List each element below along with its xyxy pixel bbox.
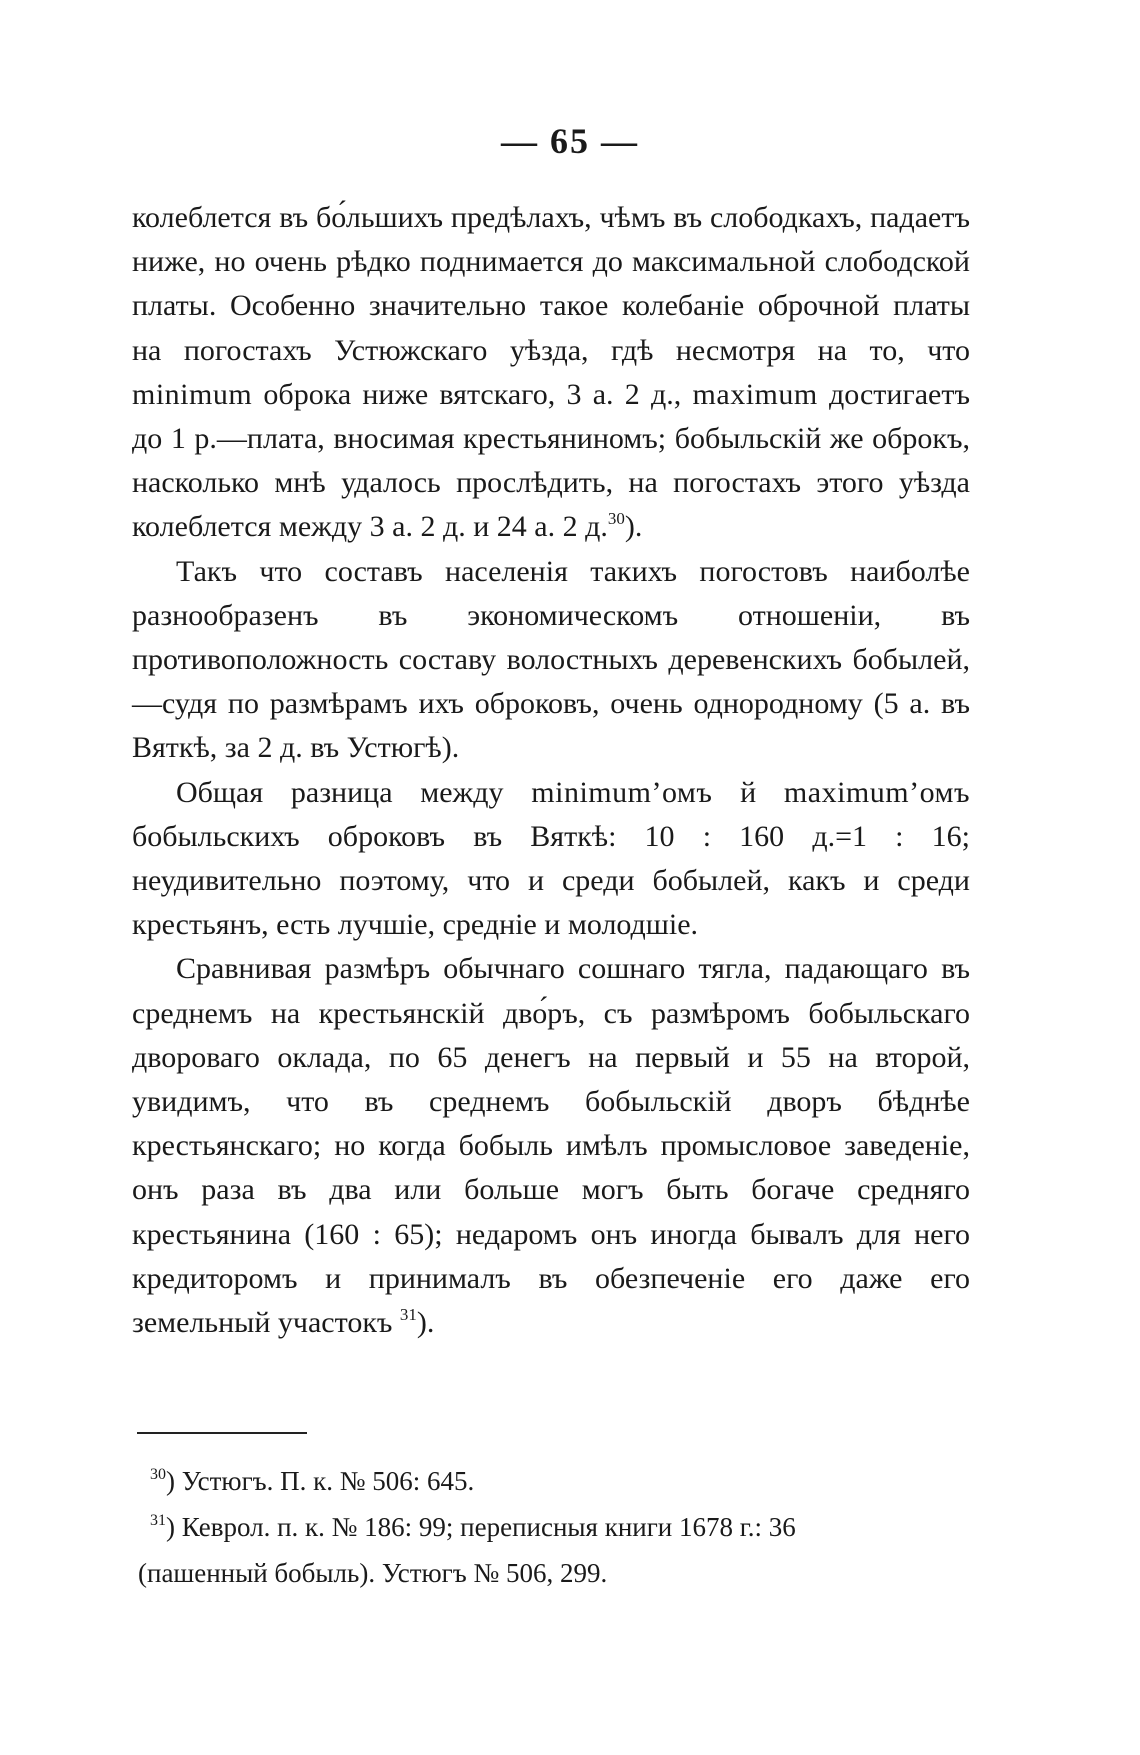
text-run: й	[712, 775, 784, 809]
latin-term: maximum	[692, 377, 818, 411]
text-run: колеблется въ бо́льшихъ предѣлахъ, чѣмъ въ слободкахъ, падаетъ ниже, но очень рѣдко поднимается до максимальной слободской платы. Особенно значительно такое колебаніе оброчной платы на погостахъ Устюжскаго уѣзда, гдѣ несмотря на то, что	[132, 201, 970, 367]
text-run: достигаетъ до 1 р.—плата, вносимая крестьяниномъ; бобыльскій же оброкъ, насколько мнѣ удалось прослѣдить, на погостахъ этого уѣзда колеблется между 3 а. 2 д. и 24 а. 2 д.	[132, 377, 970, 544]
text-run: Общая разница между	[176, 775, 532, 809]
text-run: бобыльскихъ оброковъ въ Вяткѣ: 10 : 160 д.=1 : 16; неудивительно поэтому, что и среди бобылей, какъ и среди крестьянъ, есть лучшіе, средніе и молодшіе.	[132, 819, 970, 942]
paragraph-1	[132, 196, 970, 550]
footnote-reference: 31	[399, 1305, 417, 1325]
footnote-31	[150, 1504, 970, 1550]
footnotes	[138, 1458, 970, 1596]
footnote-30	[150, 1458, 970, 1504]
latin-term: minimum	[132, 377, 253, 411]
footnote-reference: 30	[607, 509, 625, 529]
text-run: оброка ниже вятскаго, 3 а. 2 д.,	[252, 377, 693, 411]
latin-term: maximum’омъ	[783, 775, 970, 809]
footnote-separator	[137, 1432, 307, 1434]
text-run: ).	[624, 510, 643, 544]
footnote-marker: 31	[150, 1512, 166, 1529]
footnote-marker: 30	[150, 1466, 166, 1483]
paragraph-2	[132, 550, 970, 771]
text-run: ).	[416, 1306, 435, 1340]
paragraph-3	[132, 771, 970, 948]
page-number: — 65 —	[501, 121, 639, 161]
footnote-31-continuation: (пашенный бобыль). Устюгъ № 506, 299.	[138, 1558, 608, 1588]
text-run: Сравнивая размѣръ обычнаго сошнаго тягла, падающаго въ среднемъ на крестьянскій дво́ръ, съ размѣромъ бобыльскаго двороваго оклада, по 65 денегъ на первый и 55 на второй, увидимъ, что въ среднемъ бобыльскій дворъ бѣднѣе крестьянскаго; но когда бобыль имѣлъ промысловое заведеніе, онъ раза въ два или больше могъ быть богаче средняго крестьянина (160 : 65); недаромъ онъ иногда бывалъ для него кредиторомъ и принималъ въ обезпеченіе его даже его земельный участокъ	[132, 952, 970, 1340]
main-text	[132, 196, 970, 1345]
footnote-text: ) Устюгъ. П. к. № 506: 645.	[166, 1466, 475, 1496]
latin-term: minimum’омъ	[531, 775, 713, 809]
footnote-text: ) Кеврол. п. к. № 186: 99; переписныя книги 1678 г.: 36	[166, 1512, 796, 1542]
text-run: Такъ что составъ населенія такихъ погостовъ наиболѣе разнообразенъ въ экономическомъ отношеніи, въ противоположность составу волостныхъ деревенскихъ бобылей,—судя по размѣрамъ ихъ оброковъ, очень однородному (5 а. въ Вяткѣ, за 2 д. въ Устюгѣ).	[132, 554, 970, 765]
paragraph-4	[132, 947, 970, 1345]
